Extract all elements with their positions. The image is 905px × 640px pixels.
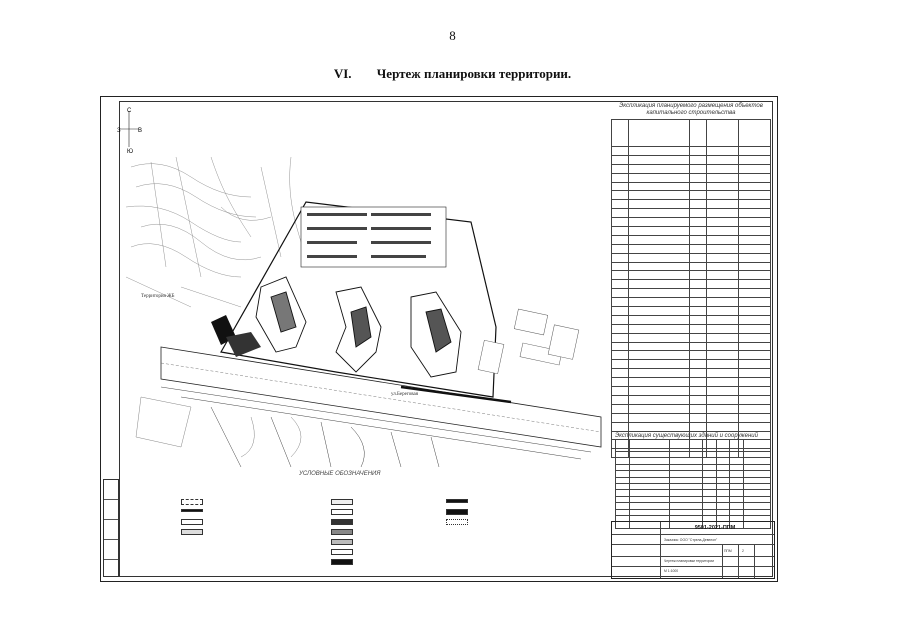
street-label-territory: Территория ЖБ bbox=[141, 294, 175, 299]
existing-table bbox=[615, 439, 771, 529]
existing-dark-buildings bbox=[211, 315, 261, 357]
document-code: 9501-2021-ППМ bbox=[694, 525, 736, 531]
section-title-text: Чертеж планировки территории. bbox=[376, 66, 572, 81]
legend bbox=[181, 469, 601, 579]
residential-building-3 bbox=[411, 292, 461, 377]
stage-text: Чертеж планировки территории bbox=[664, 559, 715, 563]
residential-building-2 bbox=[336, 287, 381, 372]
lower-left-lots bbox=[136, 397, 301, 457]
residential-building-1 bbox=[256, 277, 306, 352]
section-number: VI. bbox=[333, 66, 352, 81]
street-label-beregovaya: ул.Береговая bbox=[391, 392, 419, 397]
legend-title: УСЛОВНЫЕ ОБОЗНАЧЕНИЯ bbox=[299, 471, 381, 477]
existing-buildings-explication bbox=[615, 433, 771, 529]
sheet-label: ППМ bbox=[724, 549, 732, 553]
compass-rose bbox=[117, 107, 147, 155]
explication-title: Экспликация планируемого размещения объектов капитального строительства bbox=[619, 103, 763, 116]
compass-north: С bbox=[127, 108, 132, 114]
section-title bbox=[0, 66, 905, 82]
sheet-number: 2 bbox=[742, 549, 744, 553]
side-stamp bbox=[103, 479, 119, 577]
explication-table bbox=[611, 119, 771, 458]
compass-east: В bbox=[138, 128, 143, 134]
planned-objects-explication bbox=[611, 103, 771, 458]
planning-drawing-sheet bbox=[100, 96, 778, 582]
compass-south: Ю bbox=[127, 149, 134, 155]
compass-west: З bbox=[117, 128, 121, 134]
existing-buildings-right bbox=[478, 309, 579, 374]
customer-text: Заказчик: ООО "Стрела-Девелоп" bbox=[664, 538, 718, 542]
site-plan-map bbox=[121, 147, 611, 467]
page-number: 8 bbox=[449, 28, 456, 43]
title-block bbox=[611, 521, 775, 579]
compass-icon bbox=[117, 107, 147, 155]
existing-explication-title: Экспликация существующих зданий и сооружений bbox=[615, 433, 758, 439]
parking-area bbox=[301, 207, 446, 267]
scale-text: М 1:1000 bbox=[664, 569, 679, 573]
